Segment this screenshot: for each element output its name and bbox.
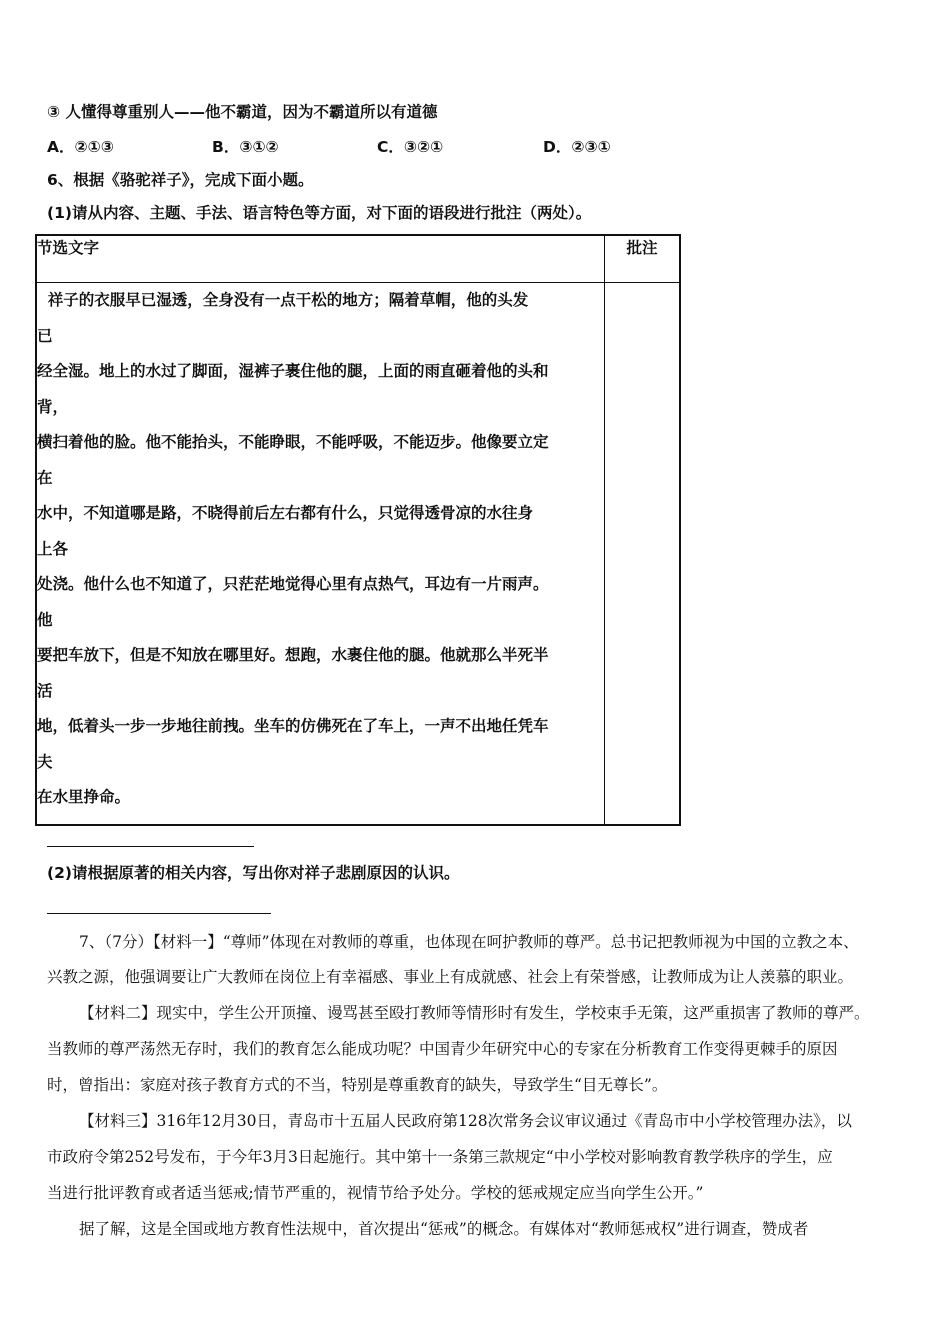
q7-line: 当进行批评教育或者适当惩戒;情节严重的，视情节给予处分。学校的惩戒规定应当向学生公开。” <box>47 1184 704 1202</box>
option-b: B．③①② <box>212 138 279 156</box>
excerpt-line: 背， <box>37 397 69 416</box>
excerpt-line: 上各 <box>37 539 69 558</box>
excerpt-line: 横扫着他的脸。他不能抬头，不能睁眼，不能呼吸，不能迈步。他像要立定 <box>37 433 549 451</box>
q6-sub2: (2)请根据原著的相关内容，写出你对祥子悲剧原因的认识。 <box>47 864 460 882</box>
q7-line: 当教师的尊严荡然无存时，我们的教育怎么能成功呢？中国青少年研究中心的专家在分析教育工作变得更棘手的原因 <box>47 1040 838 1058</box>
answer-line-2[interactable] <box>47 913 271 914</box>
annotation-cell[interactable] <box>605 283 681 826</box>
q6-sub1: (1)请从内容、主题、手法、语言特色等方面，对下面的语段进行批注（两处）。 <box>47 204 592 222</box>
excerpt-line: 已 <box>37 326 53 345</box>
q7-line: 时，曾指出：家庭对孩子教育方式的不当，特别是尊重教育的缺失，导致学生“目无尊长”。 <box>47 1076 668 1094</box>
excerpt-header: 节选文字 <box>36 235 605 283</box>
option-c: C．③②① <box>377 138 444 156</box>
excerpt-line: 地，低着头一步一步地往前拽。坐车的仿佛死在了车上，一声不出地任凭车 <box>37 717 549 735</box>
q7-line: 兴教之源，他强调要让广大教师在岗位上有幸福感、事业上有成就感、社会上有荣誉感，让教师成为让人羡慕的职业。 <box>47 968 854 986</box>
q7-line: 【材料二】现实中，学生公开顶撞、谩骂甚至殴打教师等情形时有发生，学校束手无策，这严重损害了教师的尊严。 <box>79 1004 870 1022</box>
q7-line: 【材料三】316年12月30日，青岛市十五届人民政府第128次常务会议审议通过《青岛市中小学校管理办法》，以 <box>79 1112 852 1130</box>
q7-line: 据了解，这是全国或地方教育性法规中，首次提出“惩戒”的概念。有媒体对“教师惩戒权”进行调查，赞成者 <box>79 1220 809 1238</box>
excerpt-line: 在水里挣命。 <box>37 788 131 806</box>
option-d: D．②③① <box>543 138 611 156</box>
excerpt-line: 夫 <box>37 752 53 771</box>
q7-line: 7、（7分）【材料一】“尊师”体现在对教师的尊重，也体现在呵护教师的尊严。总书记把教师视为中国的立教之本、 <box>79 933 859 951</box>
excerpt-line: 要把车放下，但是不知放在哪里好。想跑，水裹住他的腿。他就那么半死半 <box>37 646 549 664</box>
answer-line-1[interactable] <box>47 846 254 847</box>
excerpt-line: 在 <box>37 468 53 487</box>
q5-item3: ③ 人懂得尊重别人——他不霸道，因为不霸道所以有道德 <box>47 103 438 121</box>
q6-title: 6、根据《骆驼祥子》，完成下面小题。 <box>47 171 314 189</box>
excerpt-line: 祥子的衣服早已湿透，全身没有一点干松的地方；隔着草帽，他的头发 <box>37 291 529 309</box>
excerpt-line: 处浇。他什么也不知道了，只茫茫地觉得心里有点热气，耳边有一片雨声。 <box>37 575 549 593</box>
option-a: A．②①③ <box>47 138 114 156</box>
excerpt-line: 他 <box>37 610 53 629</box>
q7-line: 市政府令第252号发布，于今年3月3日起施行。其中第十一条第三款规定“中小学校对影响教育教学秩序的学生，应 <box>47 1148 833 1166</box>
excerpt-line: 活 <box>37 681 53 700</box>
excerpt-line: 经全湿。地上的水过了脚面，湿裤子裹住他的腿，上面的雨直砸着他的头和 <box>37 362 549 380</box>
annotation-header: 批注 <box>605 235 681 283</box>
excerpt-text-cell <box>36 283 605 826</box>
excerpt-table <box>35 234 681 826</box>
excerpt-line: 水中，不知道哪是路，不晓得前后左右都有什么，只觉得透骨凉的水往身 <box>37 504 534 522</box>
